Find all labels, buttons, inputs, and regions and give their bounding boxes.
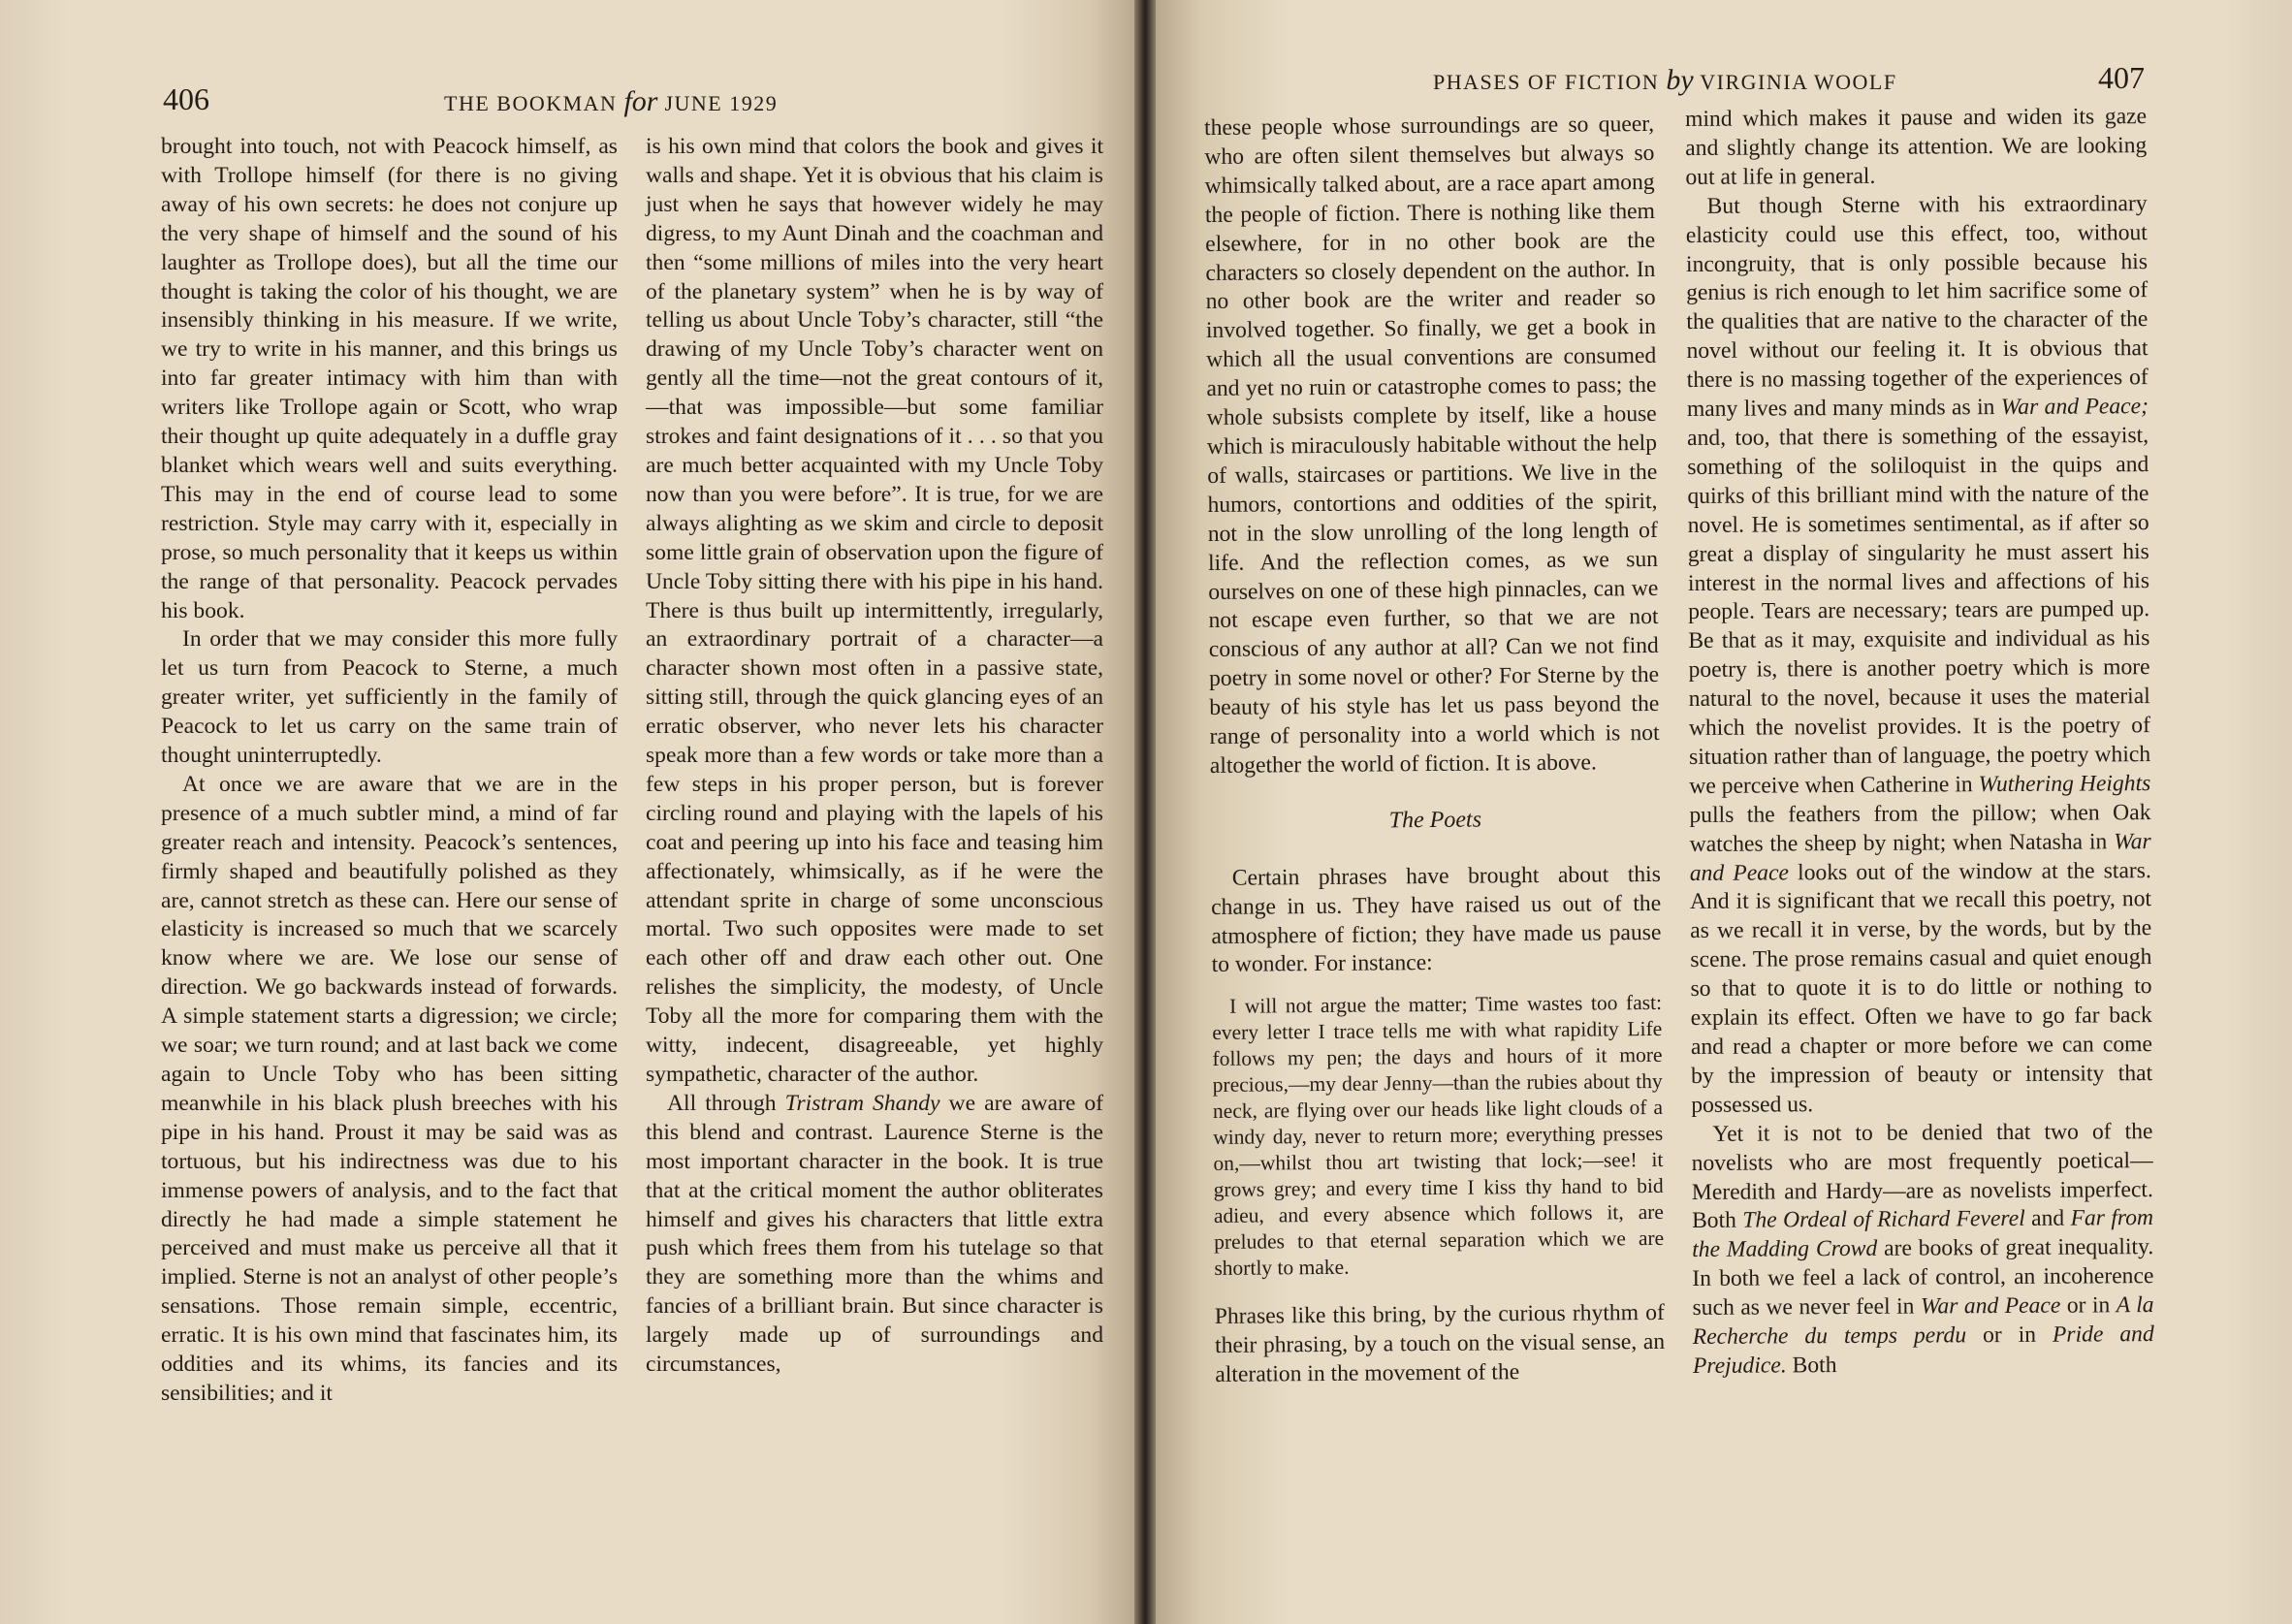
paragraph: these people whose surroundings are so queer, who are often silent themselves but always so whimsically talked about, are a race apart among the people of fiction. There is nothing like them elsewhere, for in no other book are the characters so closely dependent on the author. In no other book are the writer and reader so involved together. So finally, we get a book in which all the usual conventions are consumed and yet no ruin or catastrophe comes to pass; the whole subsists complete by itself, like a house which is miraculously habitable without the help of walls, staircases or partitions. We live in the humors, contortions and oddities of the spirit, not in the slow unrolling of the long length of life. And the reflection comes, as we sun ourselves on one of these high pinnacles, can we not escape even further, so that we are not conscious of any author at all? Can we not find poetry in some novel or other? For Sterne by the beauty of his style has let us pass beyond the range of personality into a world which is not altogether the world of fiction. It is above.: [1204, 111, 1660, 779]
left-page-column-2: [646, 133, 1103, 1380]
text-run: All through: [667, 1090, 785, 1116]
book-title-italic: War and Peace: [1920, 1292, 2061, 1320]
paragraph: [1686, 190, 2153, 1121]
running-head-right-italic: by: [1666, 64, 1694, 96]
paragraph: mind which makes it pause and widen its gaze and slightly change its attention. We are looking out at life in general.: [1685, 104, 2148, 190]
quote-text: I will not argue the matter; Time wastes too fast: every letter I trace tells me with what rapidity Life follows my pen; the days and hours of it more precious,—my dear Jenny—than the rubies about thy neck, are flying over our heads like light clouds of a windy day, never to return more; everything presses on,—whilst thou art twisting that lock;—see! it grows grey; and every time I kiss thy hand to bid adieu, and every absence which follows it, are preludes to that eternal separation which we are shortly to make.: [1212, 991, 1665, 1281]
book-title-italic: The Ordeal of Richard Feverel: [1742, 1206, 2025, 1234]
text-run: and, too, that there is something of the essayist, something of the soliloquist in the quips and quirks of this brilliant mind with the nature of the novel. He is sometimes sentimental, as if after so great a display of singularity he must assert his interest in the normal lives and affections of his people. Tears are necessary; tears are pumped up. Be that as it may, exquisite and individual as his poetry is, there is another poetry which is more natural to the novel, because it uses the material which the novelist provides. It is the poetry of situation rather than of language, the poetry which we perceive when Catherine in: [1687, 423, 2151, 799]
running-head-left-prefix: THE BOOKMAN: [444, 91, 618, 115]
book-gutter: [1134, 0, 1156, 1624]
book-title-italic: A la Recherche du temps perdu: [1692, 1292, 2154, 1351]
text-run: Yet it is not to be denied that two of the novelists who are most frequently poetical—Meredith and Hardy—are as novelists imperfect. Both: [1691, 1118, 2153, 1234]
running-head-right-prefix: PHASES OF FICTION: [1433, 70, 1660, 94]
paragraph: [1691, 1118, 2154, 1382]
paragraph: is his own mind that colors the book and gives it walls and shape. Yet it is obvious that his claim is just when he says that however widely he may digress, to my Aunt Dinah and the coachman and then “some millions of miles into the very heart of the planetary system” when he is by way of telling us about Uncle Toby’s character, still “the drawing of my Uncle Toby’s character went on gently all the time—not the great contours of it,—that was impossible—but some familiar strokes and faint designations of it . . . so that you are much better acquainted with my Uncle Toby now than you were before”. It is true, for we are always alighting as we skim and circle to deposit some little grain of observation upon the figure of Uncle Toby sitting there with his pipe in his hand. There is thus built up intermittently, irregularly, an extraordinary portrait of a character—a character shown most often in a passive state, sitting still, through the quick glancing eyes of an erratic observer, who never lets his character speak more than a few words or take more than a few steps in his proper person, but is forever circling round and playing with the lapels of his coat and peering up into his face and teasing him affectionately, whimsically, as if he were the attendant sprite in charge of some unconscious mortal. Two such opposites were made to set each other off and draw each other out. One relishes the simplicity, the modesty, of Uncle Toby all the more for comparing them with the witty, indecent, disagreeable, yet highly sympathetic, character of the author.: [646, 134, 1103, 1087]
book-title-italic: Pride and Prejudice.: [1692, 1321, 2154, 1379]
page-number-left: 406: [163, 81, 209, 116]
book-title-italic: Wuthering Heights: [1978, 770, 2151, 798]
book-title-italic: War and Peace;: [2000, 394, 2149, 421]
paragraph: In order that we may consider this more fully let us turn from Peacock to Sterne, a much greater writer, yet sufficiently in the family of Peacock to let us carry on the same train of thought uninterruptedly.: [161, 626, 618, 769]
right-page-column-1: [1204, 111, 1665, 1390]
text-run: are books of great inequality. In both we feel a lack of control, an incoherence such as we never feel in: [1692, 1234, 2154, 1321]
text-run: But though Sterne with his extraordinary elasticity could use this effect, too, without incongruity, that is only possible because his genius is rich enough to let him sacrifice some of the qualities that are native to the character of the novel without our feeling it. It is obvious that there is no massing together of the experiences of many lives and many minds as in: [1685, 190, 2149, 423]
running-head-right-suffix: VIRGINIA WOOLF: [1700, 70, 1897, 94]
right-page-column-2: [1685, 103, 2154, 1382]
running-head-left-italic: for: [623, 85, 658, 117]
right-page: [1156, 0, 2292, 1624]
book-title-italic: Far from the Madding Crowd: [1692, 1205, 2154, 1263]
text-run: pulls the feathers from the pillow; when Oak watches the sheep by night; when Natasha in: [1689, 799, 2151, 857]
left-page: [0, 0, 1134, 1624]
running-head-right: [1433, 64, 1897, 97]
text-run: or in: [1966, 1321, 2053, 1349]
paragraph: At once we are aware that we are in the presence of a much subtler mind, a mind of far greater reach and intensity. Peacock’s sentences, firmly shaped and beautifully polished as they are, cannot stretch as these can. Here our sense of elasticity is increased so much that we scarcely know where we are. We lose our sense of direction. We go backwards instead of forwards. A simple statement starts a digression; we circle; we soar; we turn round; and at last back we come again to Uncle Toby who has been sitting meanwhile in his black plush breeches with his pipe in his hand. Proust it may be said was as tortuous, but his indirectness was due to his immense powers of analysis, and to the fact that directly he had made a simple statement he perceived and must make us perceive all that it implied. Sterne is not an analyst of other people’s sensations. Those remain simple, eccentric, erratic. It is his own mind that fascinates him, its oddities and its whims, its fancies and its sensibilities; and it: [161, 771, 618, 1406]
book-title-italic: War and Peace: [1689, 828, 2151, 886]
text-run: looks out of the window at the stars. And it is significant that we recall this poetry, not as we recall it in verse, by the words, but by the scene. The prose remains casual and quiet enough so that to quote it is to do little or nothing to explain its effect. Often we have to go far back and read a chapter or more before we can come by the impression of beauty or intensity that possessed us.: [1689, 857, 2153, 1118]
section-heading: The Poets: [1388, 807, 1482, 834]
running-head-left-suffix: JUNE 1929: [664, 91, 779, 115]
text-run: Both: [1786, 1353, 1837, 1379]
text-run: or in: [2060, 1292, 2117, 1319]
book-title-italic: Tristram Shandy: [784, 1090, 940, 1116]
paragraph: Phrases like this bring, by the curious rhythm of their phrasing, by a touch on the visual sense, an alteration in the movement of the: [1214, 1300, 1666, 1388]
block-quote: [1212, 990, 1665, 1282]
text-run: we are aware of this blend and contrast. Laurence Sterne is the most important character in the book. It is true that at the critical moment the author obliterates himself and gives his characters that little extra push which frees them from his tutelage so that they are something more than the whims and fancies of a brilliant brain. But since character is largely made up of surroundings and circumstances,: [646, 1090, 1104, 1378]
paragraph: brought into touch, not with Peacock himself, as with Trollope himself (for there is no giving away of his own secrets: he does not conjure up the very shape of himself and the sound of his laughter as Trollope does), but all the time our thought is taking the color of his thought, we are insensibly thinking in his measure. If we write, we try to write in his manner, and this brings us into far greater intimacy with him than with writers like Trollope again or Scott, who wrap their thought up quite adequately in a duffle gray blanket which wears well and suits everything. This may in the end of course lead to some restriction. Style may carry with it, especially in prose, so much personality that it keeps us within the range of that personality. Peacock pervades his book.: [161, 134, 618, 623]
left-page-column-1: [161, 133, 618, 1409]
paragraph: [646, 1090, 1103, 1380]
page-number-right: 407: [2098, 60, 2145, 95]
paragraph: Certain phrases have brought about this change in us. They have raised us out of the atmosphere of fiction; they have made us pause to wonder. For instance:: [1211, 861, 1662, 978]
text-run: and: [2024, 1206, 2071, 1232]
running-head-left: [444, 85, 778, 118]
